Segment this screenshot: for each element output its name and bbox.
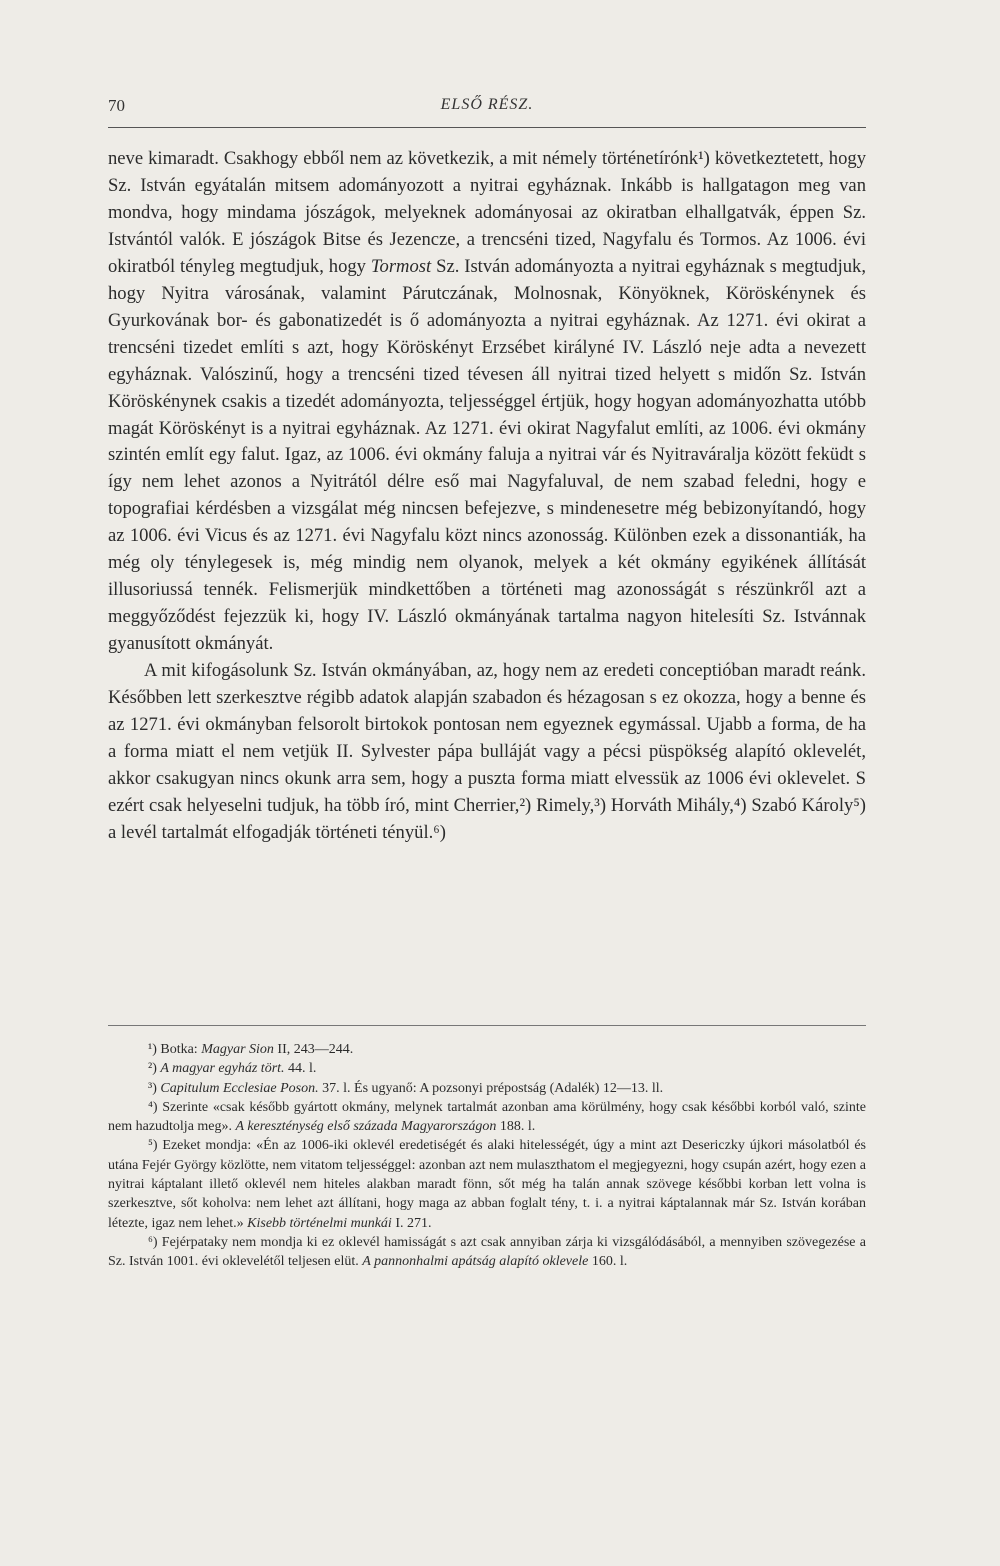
page-header: [108, 96, 866, 126]
footnote-4: [108, 1098, 866, 1137]
footnote-text: Botka:: [156, 1042, 202, 1057]
footnote-rest: 37. l. És ugyanő: A pozsonyi prépostság (Adalék) 12—13. ll.: [318, 1080, 664, 1096]
footnote-3: [108, 1079, 866, 1098]
footnote-2: [108, 1059, 866, 1078]
footnote-text: Fejérpataky nem mondja ki ez oklevél hamisságát s azt csak annyiban zárja ki vizsgálódásából, a mennyiben szövegezése a Sz. István 1001. évi oklevelétől teljesen elüt.: [108, 1234, 866, 1270]
footnote-italic: A kereszténység első százada Magyarországon: [235, 1119, 497, 1135]
footnote-rest: 44. l.: [284, 1061, 317, 1077]
footnote-italic: Capitulum Ecclesiae Poson.: [160, 1080, 319, 1096]
paragraph-1-rest: Sz. István adományozta a nyitrai egyháznak s megtudjuk, hogy Nyitra városának, valamint Párutczának, Molnosnak, Könyöknek, Köröskénynek és Gyurkovának bor- és gabonatizedét is ő adományozta a nyitrai egyháznak. Az 1271. évi okirat a trencséni tizedet említi s azt, hogy Köröskényt Erzsébet királyné IV. László neje adta a nevezett egyháznak. Valószinű, hogy a trencséni tized tévesen áll nyitrai tized helyett s midőn Sz. István Köröskénynek csakis a tizedét adományozta, teljességgel értjük, hogy hogyan adományozhatta utóbb magát Köröskényt is a nyitrai egyháznak. Az 1271. évi okirat Nagyfalut említi, az 1006. évi okmány szintén említ egy falut. Igaz, az 1006. évi okmány faluja a nyitrai vár és Nyitraváralja között feküdt s így nem lehet azonos a Nyitrától délre eső mai Nagyfaluval, de nem szabad feledni, hogy e topografiai kérdésben a vizsgálat még nincsen befejezve, s mindenesetre még bebizonyítandó, hogy az 1006. évi Vicus és az 1271. évi Nagyfalu közt nincs azonosság. Különben ezek a dissonantiák, ha még oly ténylegesek is, még mindig nem olyanok, melyek a két okmány egyikének állítását illusoriussá tennék. Felismerjük mindkettőben a történeti mag azonosságát s részünkről azt a meggyőződést fejezzük ki, hogy IV. László okmányának tartalma nagyon hitelesíti Sz. Istvánnak gyanusított okmányát.: [108, 255, 866, 655]
paragraph-1-italic: Tormost: [370, 255, 432, 277]
footnote-number: ⁴): [148, 1099, 158, 1115]
footnotes: [108, 1040, 866, 1272]
footnote-text: Szerinte «csak később gyártott okmány, melynek tartalmát azonban ama körülmény, hogy csak későbbi korból való, szinte nem hazudtolja meg».: [108, 1099, 866, 1135]
paragraph-2: A mit kifogásolunk Sz. István okmányában, az, hogy nem az eredeti conceptióban maradt reánk. Későbben lett szerkesztve régibb adatok alapján szabadon és hézagosan s ez okozza, hogy a benne és az 1271. évi okmányban felsorolt birtokok pontosan nem egyeznek egymással. Ujabb a forma, de ha a forma miatt el nem vetjük II. Sylvester pápa bulláját vagy a pécsi püspökség alapító oklevelét, akkor csakugyan nincs okunk arra sem, hogy a puszta forma miatt elvessük az 1006 évi oklevelet. S ezért csak helyeselni tudjuk, ha több író, mint Cherrier,²) Rimely,³) Horváth Mihály,⁴) Szabó Károly⁵) a levél tartalmát elfogadják történeti tényül.⁶): [108, 660, 866, 843]
footnote-number: ⁶): [148, 1234, 158, 1250]
footnote-1: [108, 1040, 866, 1059]
footnote-rest: II, 243—244.: [273, 1042, 354, 1057]
body-text: [108, 146, 866, 847]
footnote-italic: A magyar egyház tört.: [160, 1061, 285, 1077]
footnote-rest: 188. l.: [496, 1119, 536, 1135]
footnote-number: ⁵): [148, 1138, 158, 1154]
paragraph-1: [108, 146, 866, 658]
footnote-italic: Kisebb történelmi munkái: [247, 1215, 392, 1231]
footnote-rest: I. 271.: [391, 1215, 432, 1231]
footnote-number: ²): [148, 1061, 157, 1077]
footnote-text: Ezeket mondja: «Én az 1006-iki oklevél eredetiségét és alaki hitelességét, úgy a mint azt Desericzky újkori másolatból és utána Fejér György közlötte, nem vitatom teljességgel: azonban azt nem mulaszthatom el megjegyezni, hogy csupán azért, hogy ezen a nyitrai káptalant illető oklevél nem hiteles alakban maradt fönn, sőt még ha talán annak szövege későbbi korban lett volna is szerkesztve, sőt koholva: nem lehet azt állítani, hogy maga az abban foglalt tény, t. i. a nyitrai káptalannak már Sz. István korában létezte, igaz nem lehet.»: [108, 1138, 866, 1231]
footnote-italic: Magyar Sion: [201, 1042, 274, 1057]
running-head: ELSŐ RÉSZ.: [440, 96, 534, 113]
footnote-rule: [108, 1025, 866, 1026]
footnote-6: [108, 1233, 866, 1272]
footnote-5: [108, 1136, 866, 1232]
paragraph-1-start: neve kimaradt. Csakhogy ebből nem az következik, a mit némely történetírónk¹) következtetett, hogy Sz. István egyátalán mitsem adományozott a nyitrai egyháznak. Inkább is hallgatagon meg van mondva, hogy mindama jószágok, melyeknek adományosai az okiratban elhallgatvák, éppen Sz. Istvántól valók. E jószágok Bitse és Jezencze, a trencséni tized, Nagyfalu és Tormos. Az 1006. évi okiratból tényleg megtudjuk, hogy: [108, 148, 866, 277]
footnote-number: ³): [148, 1080, 157, 1096]
header-rule: [108, 127, 866, 128]
footnote-italic: A pannonhalmi apátság alapító oklevele: [362, 1254, 589, 1270]
page-number: 70: [108, 96, 125, 115]
footnote-number: ¹): [148, 1042, 157, 1057]
footnote-rest: 160. l.: [588, 1254, 628, 1270]
